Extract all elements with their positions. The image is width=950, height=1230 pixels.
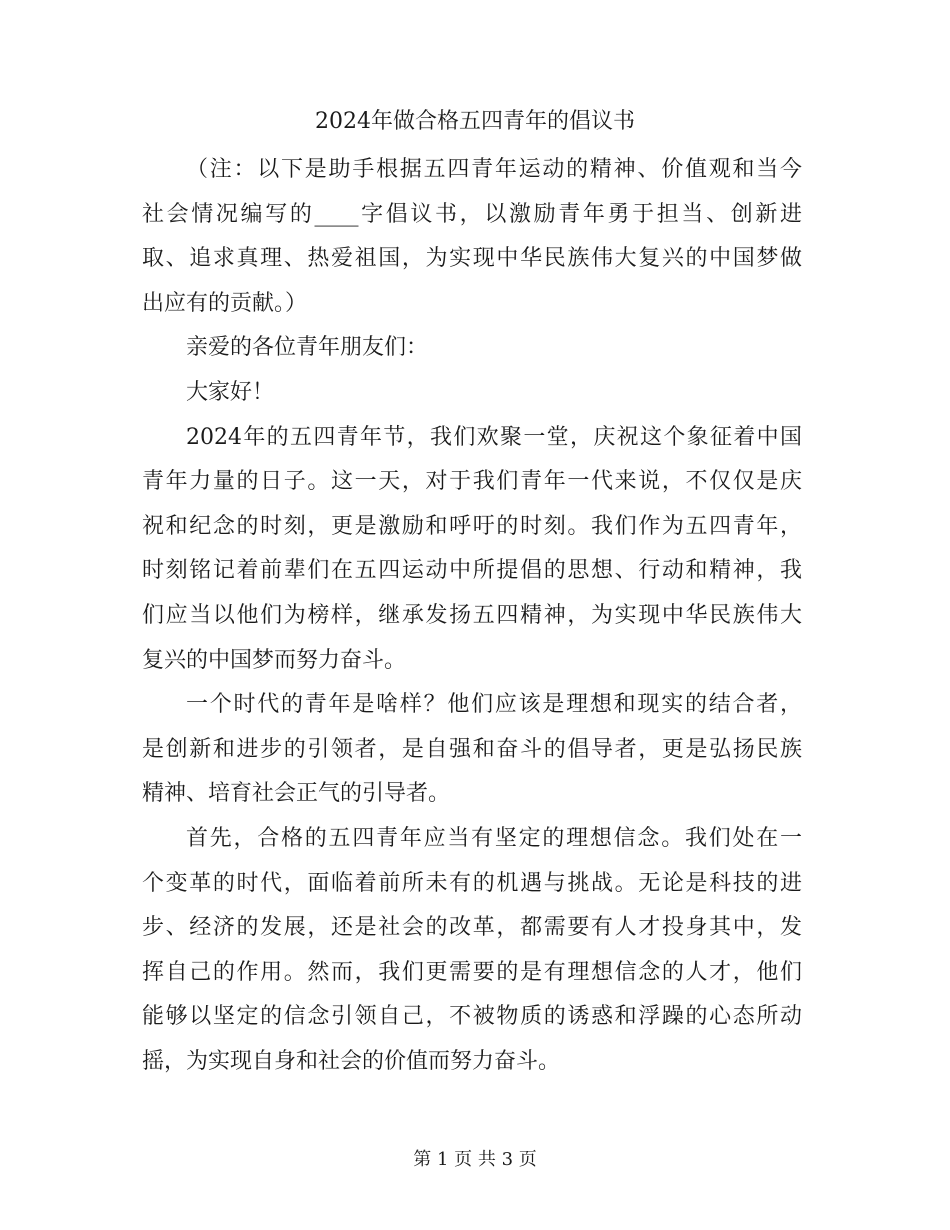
body-line: 精神、培育社会正气的引导者。 bbox=[142, 781, 451, 807]
body-line: 青年力量的日子。这一天，对于我们青年一代来说，不仅仅是庆 bbox=[142, 469, 802, 495]
body-line: 步、经济的发展，还是社会的改革，都需要有人才投身其中，发 bbox=[142, 915, 802, 941]
body-line: 取、追求真理、热爱祖国，为实现中华民族伟大复兴的中国梦做 bbox=[142, 246, 802, 272]
body-line: 一个时代的青年是啥样？他们应该是理想和现实的结合者， bbox=[186, 692, 802, 718]
body-line: 出应有的贡献。） bbox=[142, 290, 308, 316]
body-line: 首先，合格的五四青年应当有坚定的理想信念。我们处在一 bbox=[186, 825, 802, 851]
page-footer: 第 1 页 共 3 页 bbox=[413, 1149, 537, 1170]
document-body bbox=[142, 148, 802, 1084]
body-line: 亲爱的各位青年朋友们： bbox=[186, 335, 429, 361]
body-line: 社会情况编写的____字倡议书，以激励青年勇于担当、创新进 bbox=[142, 201, 802, 227]
document-title: 2024年做合格五四青年的倡议书 bbox=[315, 109, 635, 134]
body-line: 时刻铭记着前辈们在五四运动中所提倡的思想、行动和精神，我 bbox=[142, 558, 802, 584]
body-line: 摇，为实现自身和社会的价值而努力奋斗。 bbox=[142, 1048, 561, 1074]
body-line: 们应当以他们为榜样，继承发扬五四精神，为实现中华民族伟大 bbox=[142, 602, 802, 628]
body-line: 挥自己的作用。然而，我们更需要的是有理想信念的人才，他们 bbox=[142, 959, 802, 985]
body-line: 个变革的时代，面临着前所未有的机遇与挑战。无论是科技的进 bbox=[142, 870, 802, 896]
body-line: 复兴的中国梦而努力奋斗。 bbox=[142, 647, 407, 673]
body-line: （注：以下是助手根据五四青年运动的精神、价值观和当今 bbox=[186, 157, 802, 182]
body-line: 是创新和进步的引领者，是自强和奋斗的倡导者，更是弘扬民族 bbox=[142, 736, 802, 762]
body-line: 2024年的五四青年节，我们欢聚一堂，庆祝这个象征着中国 bbox=[186, 424, 802, 450]
body-line: 能够以坚定的信念引领自己，不被物质的诱惑和浮躁的心态所动 bbox=[142, 1004, 802, 1030]
body-line: 大家好！ bbox=[186, 379, 275, 405]
body-line: 祝和纪念的时刻，更是激励和呼吁的时刻。我们作为五四青年， bbox=[142, 513, 802, 539]
